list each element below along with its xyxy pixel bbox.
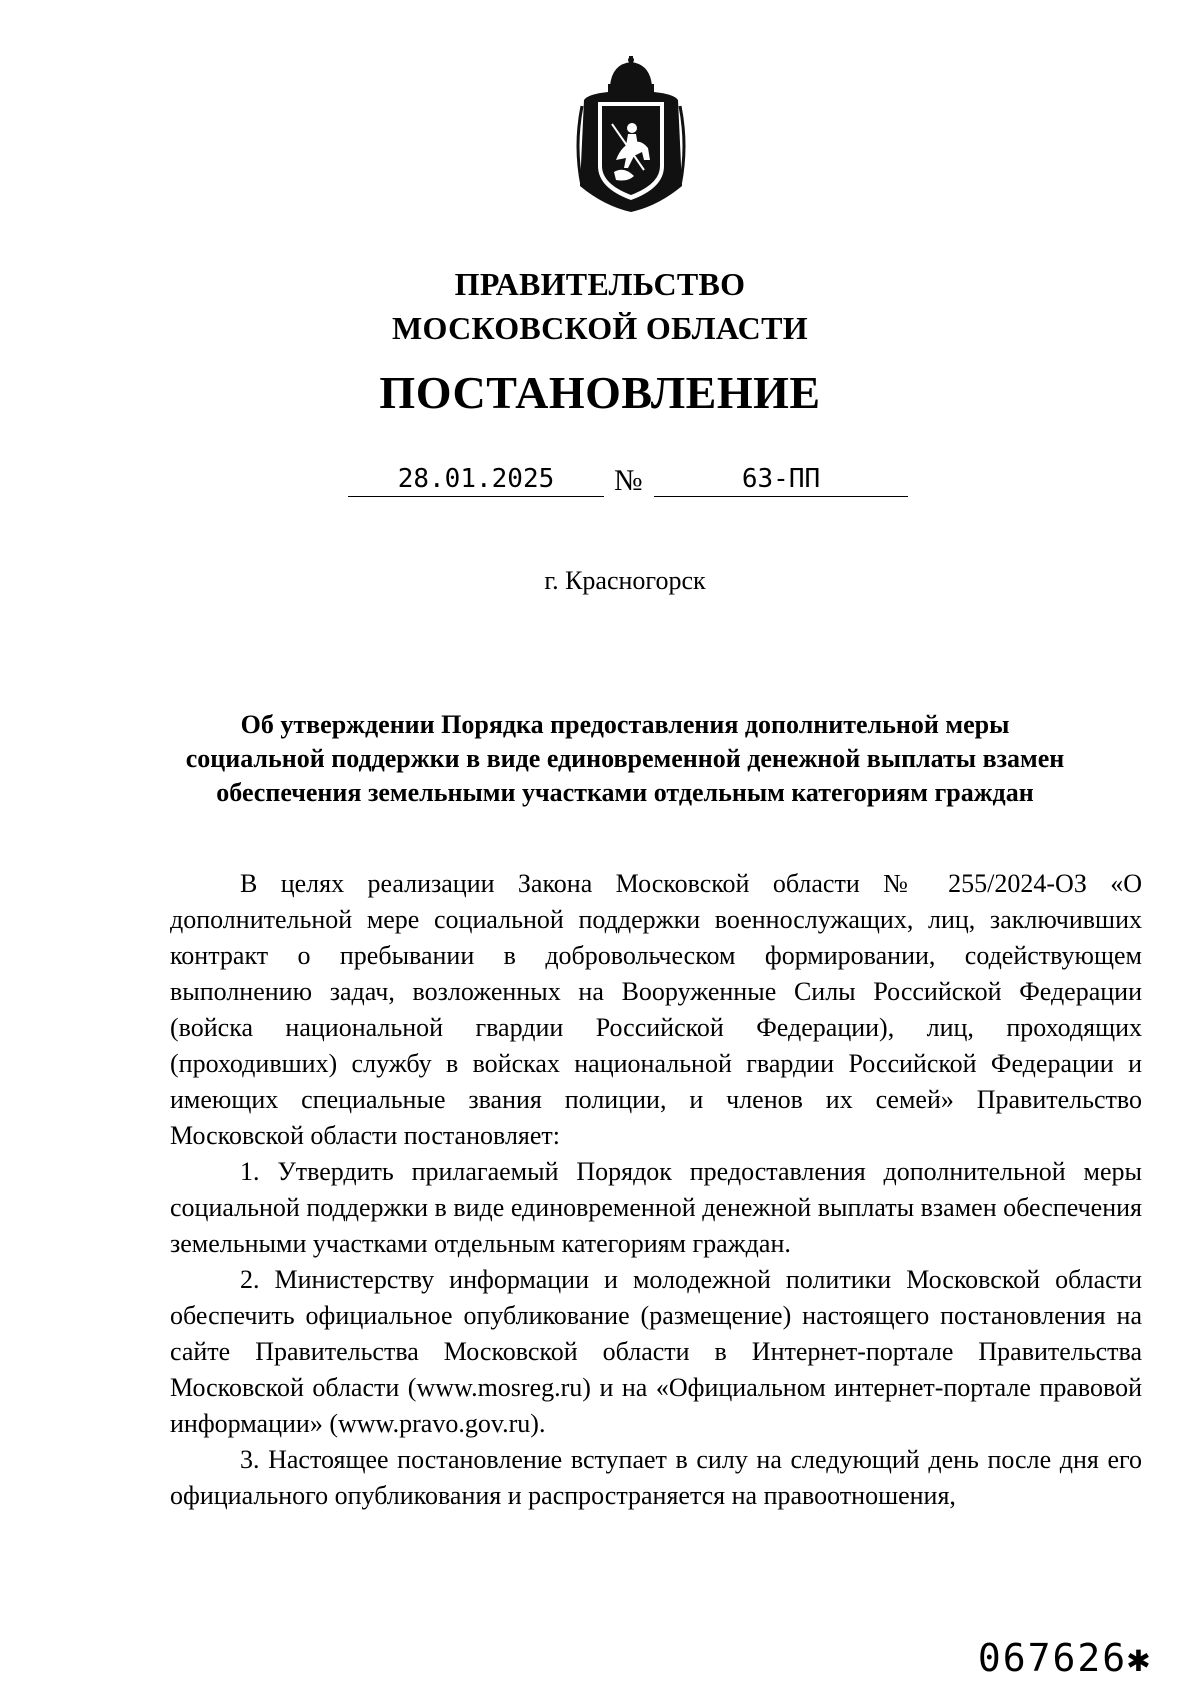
government-name-line1: ПРАВИТЕЛЬСТВО: [454, 266, 746, 302]
body-paragraph-preamble: В целях реализации Закона Московской области № 255/2024-ОЗ «О дополнительной мере социальной поддержки военнослужащих, лиц, заключивших контракт о пребывании в добровольческом формировании, содействующем выполнению задач, возложенных на Вооруженные Силы Российской Федерации (войска национальной гвардии Российской Федерации), лиц, проходящих (проходивших) службу в войсках национальной гвардии Российской Федерации и имеющих специальные звания полиции, и членов их семей» Правительство Московской области постановляет:: [170, 869, 1142, 1150]
body-paragraph-item-3: 3. Настоящее постановление вступает в силу на следующий день после дня его официального опубликования и распространяется на правоотношения,: [170, 1445, 1142, 1510]
serial-number-text: 067626: [977, 1636, 1128, 1680]
government-name: [0, 262, 1200, 350]
coat-of-arms-icon: [568, 56, 694, 214]
document-number: 63-ПП: [654, 462, 908, 497]
document-title: [0, 708, 1200, 810]
date-number-line: [0, 462, 1200, 502]
document-date: 28.01.2025: [348, 462, 604, 497]
government-name-line2: МОСКОВСКОЙ ОБЛАСТИ: [392, 310, 808, 346]
document-type: ПОСТАНОВЛЕНИЕ: [379, 367, 821, 418]
number-sign: №: [614, 464, 643, 497]
title-line3: обеспечения земельными участками отдельным категориям граждан: [216, 778, 1034, 807]
body-paragraph-item-1: 1. Утвердить прилагаемый Порядок предоставления дополнительной меры социальной поддержки в виде единовременной денежной выплаты взамен обеспечения земельными участками отдельным категориям граждан.: [170, 1157, 1142, 1258]
body-paragraph-item-2: 2. Министерству информации и молодежной политики Московской области обеспечить официальное опубликование (размещение) настоящего постановления на сайте Правительства Московской области в Интернет-портале Правительства Московской области (www.mosreg.ru) и на «Официальном интернет-портале правовой информации» (www.pravo.gov.ru).: [170, 1265, 1142, 1438]
title-line2: социальной поддержки в виде единовременной денежной выплаты взамен: [185, 744, 1065, 773]
serial-number: [978, 1636, 1152, 1680]
document-body: [170, 866, 1142, 1514]
city: г. Красногорск: [544, 566, 706, 595]
title-line1: Об утверждении Порядка предоставления дополнительной меры: [240, 710, 1010, 739]
asterisk-icon: ✱: [1127, 1636, 1152, 1680]
